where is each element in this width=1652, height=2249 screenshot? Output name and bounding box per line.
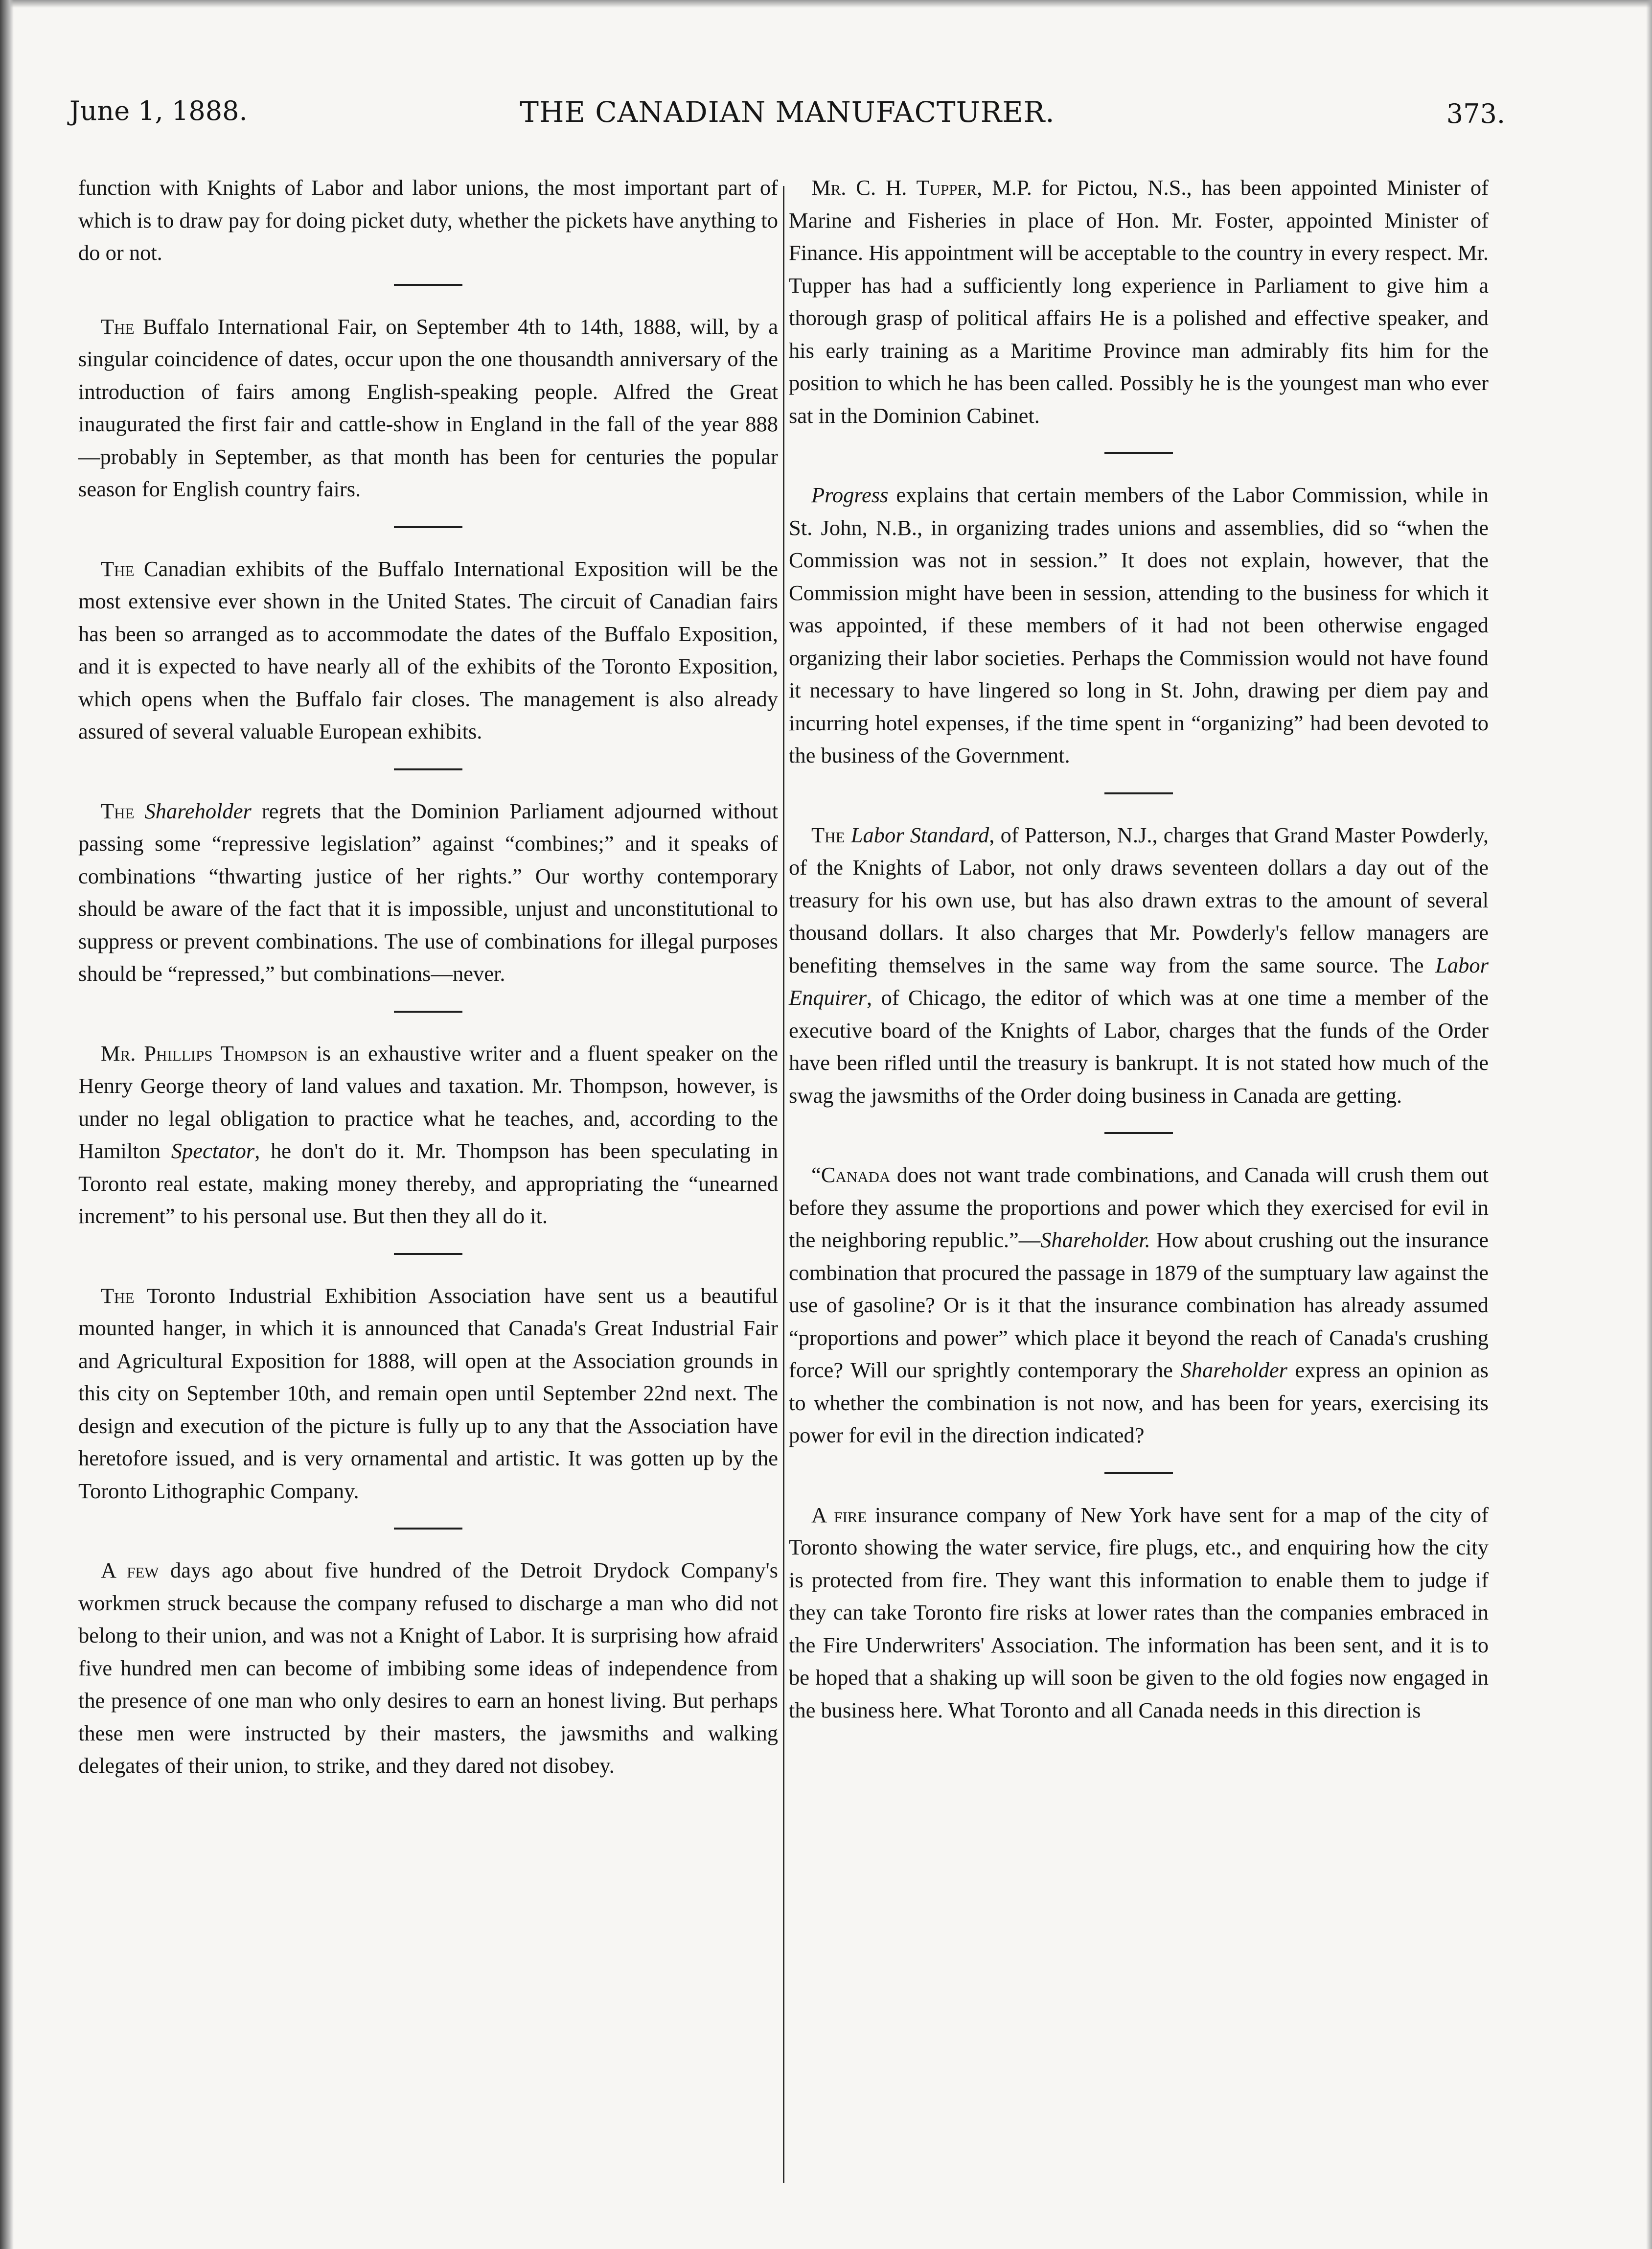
article-separator xyxy=(1104,1132,1173,1134)
article-separator xyxy=(394,1011,462,1013)
article-separator xyxy=(1104,452,1173,454)
article-canadian-exhibits: The Canadian exhibits of the Buffalo International Exposition will be the most extensive ever shown in the United States. The circuit of Canadian fairs has been so arranged as to accommodate the dates of the Buffalo Exposition, and it is expected to have nearly all of the exhibits of the Toronto Exposition, which opens when the Buffalo fair closes. The management is also already assured of several valuable European exhibits. xyxy=(78,556,778,743)
article-buffalo-fair: The Buffalo International Fair, on September 4th to 14th, 1888, will, by a singular coincidence of dates, occur upon the one thousandth anniversary of the introduction of fairs among English-speaking people. Alfred the Great inaugurated the first fair and cattle-show in England in the fall of the year 888 —probably in September, as that month has been for centuries the popular season for English country fairs. xyxy=(78,314,778,501)
article-canada-combinations: “Canada does not want trade combinations, and Canada will crush them out before they assume the proportions and power which they exercised for evil in the neighboring republic.”—Shareholder. How about crushing out the insurance combination that procured the passage in 1879 of the sumptuary law against the use of gasoline? Or is it that the insurance combination has already assumed “proportions and power” which place it beyond the reach of Canada's crushing force? Will our sprightly contemporary the Shareholder express an opinion as to whether the combination is not now, and has been for years, exercising its power for evil in the direction indicated? xyxy=(789,1162,1489,1447)
article-shareholder-combines: The Shareholder regrets that the Dominion Parliament adjourned without passing some “repressive legislation” against “combines;” and it speaks of combinations “thwarting justice of her rights.” Our worthy contemporary should be aware of the fact that it is impossible, unjust and unconstitutional to suppress or prevent combinations. The use of combinations for illegal purposes should be “repressed,” but combinations—never. xyxy=(78,798,778,986)
page-edge-top xyxy=(0,0,1652,8)
lead-in: The xyxy=(101,314,135,339)
publication-title: THE CANADIAN MANUFACTURER. xyxy=(520,95,1055,129)
page-edge-right xyxy=(1646,0,1652,2249)
article-separator xyxy=(394,768,462,770)
lead-in: The xyxy=(101,798,135,823)
left-column xyxy=(78,171,778,2178)
lead-in: The xyxy=(811,822,845,847)
page-header xyxy=(69,95,1505,135)
publication-name: Labor Enquirer xyxy=(789,952,1489,1010)
article-separator xyxy=(394,1253,462,1255)
lead-in: Mr. C. H. Tupper xyxy=(811,175,977,200)
article-phillips-thompson: Mr. Phillips Thompson is an exhaustive writer and a fluent speaker on the Henry George theory of land values and taxation. Mr. Thompson, however, is under no legal obligation to practice what he teaches, and, according to the Hamilton Spectator, he don't do it. Mr. Thompson has been speculating in Toronto real estate, making money thereby, and appropriating the “unearned increment” to his personal use. But then they all do it. xyxy=(78,1041,778,1228)
article-separator xyxy=(1104,1472,1173,1474)
publication-name: Progress xyxy=(811,483,889,507)
publication-name: Spectator xyxy=(171,1138,255,1163)
article-separator xyxy=(394,526,462,528)
column-rule xyxy=(783,186,784,2183)
page-number: 373. xyxy=(1446,98,1505,129)
publication-name: Shareholder xyxy=(1180,1358,1287,1382)
article-labor-standard: The Labor Standard, of Patterson, N.J., charges that Grand Master Powderly, of the Knights of Labor, not only draws seventeen dollars a day out of the treasury for his own use, but has also drawn extras to the amount of several thousand dollars. It also charges that Mr. Powderly's fellow managers are benefiting themselves in the same way from the same source. The Labor Enquirer, of Chicago, the editor of which was at one time a member of the executive board of the Knights of Labor, charges that the funds of the Order have been rifled until the treasury is bankrupt. It is not stated how much of the swag the jawsmiths of the Order doing business in Canada are getting. xyxy=(789,822,1489,1108)
article-toronto-exhibition: The Toronto Industrial Exhibition Association have sent us a beautiful mounted hanger, in which it is announced that Canada's Great Industrial Fair and Agricultural Exposition for 1888, will open at the Association grounds in this city on September 10th, and remain open until September 22nd next. The design and execution of the picture is fully up to any that the Association have heretofore issued, and is very ornamental and artistic. It was gotten up by the Toronto Lithographic Company. xyxy=(78,1283,778,1503)
article-fire-insurance: A fire insurance company of New York have sent for a map of the city of Toronto showing the water service, fire plugs, etc., and enquiring how the city is protected from fire. They want this information to enable them to judge if they can take Toronto fire risks at lower rates than the companies embraced in the Fire Underwriters' Association. The information has been sent, and it is to be hoped that a shaking up will soon be given to the old fogies now engaged in the business here. What Toronto and all Canada needs in this direction is xyxy=(789,1502,1489,1722)
article-separator xyxy=(1104,792,1173,794)
publication-name: Shareholder. xyxy=(1040,1228,1150,1252)
lead-in: “Canada xyxy=(811,1162,891,1187)
article-separator xyxy=(394,284,462,286)
lead-in: Mr. Phillips Thompson xyxy=(101,1041,308,1066)
article-labor-commission: Progress explains that certain members of the Labor Commission, while in St. John, N.B., in organizing trades unions and assemblies, did so “when the Commission was not in session.” It does not explain, however, that the Commission might have been in session, attending to the business for which it was appointed, if these members of it had not been otherwise engaged organizing their labor societies. Perhaps the Commission would not have found it necessary to have lingered so long in St. John, drawing per diem pay and incurring hotel expenses, if the time spent in “organizing” had been devoted to the business of the Government. xyxy=(789,483,1489,767)
article-detroit-drydock: A few days ago about five hundred of the Detroit Drydock Company's workmen struck because the company refused to discharge a man who did not belong to their union, and was not a Knight of Labor. It is surprising how afraid five hundred men can become of imbibing some ideas of independence from the presence of one man who only desires to earn an honest living. But perhaps these men were instructed by their masters, the jawsmiths and walking delegates of their union, to strike, and they dared not disobey. xyxy=(78,1558,778,1778)
publication-name: Shareholder xyxy=(144,798,252,823)
article-tupper-appointment: Mr. C. H. Tupper, M.P. for Pictou, N.S., has been appointed Minister of Marine and Fisheries in place of Hon. Mr. Foster, appointed Minister of Finance. His appointment will be acceptable to the country in every respect. Mr. Tupper has had a sufficiently long experience in Parliament to give him a thorough grasp of political affairs He is a polished and effective speaker, and his early training as a Maritime Province man admirably fits him for the position to which he has been called. Possibly he is the youngest man who ever sat in the Dominion Cabinet. xyxy=(789,175,1489,428)
publication-name: Labor Standard xyxy=(850,822,989,847)
lead-in: The xyxy=(101,556,135,581)
article-picket-duty: function with Knights of Labor and labor unions, the most important part of which is to draw pay for doing picket duty, whether the pickets have anything to do or not. xyxy=(78,175,778,265)
page-edge-left xyxy=(0,0,14,2249)
issue-date: June 1, 1888. xyxy=(69,95,248,126)
right-column xyxy=(789,171,1489,2178)
article-separator xyxy=(394,1528,462,1530)
lead-in: A few xyxy=(101,1558,159,1582)
lead-in: A fire xyxy=(811,1502,867,1527)
lead-in: The xyxy=(101,1283,135,1308)
